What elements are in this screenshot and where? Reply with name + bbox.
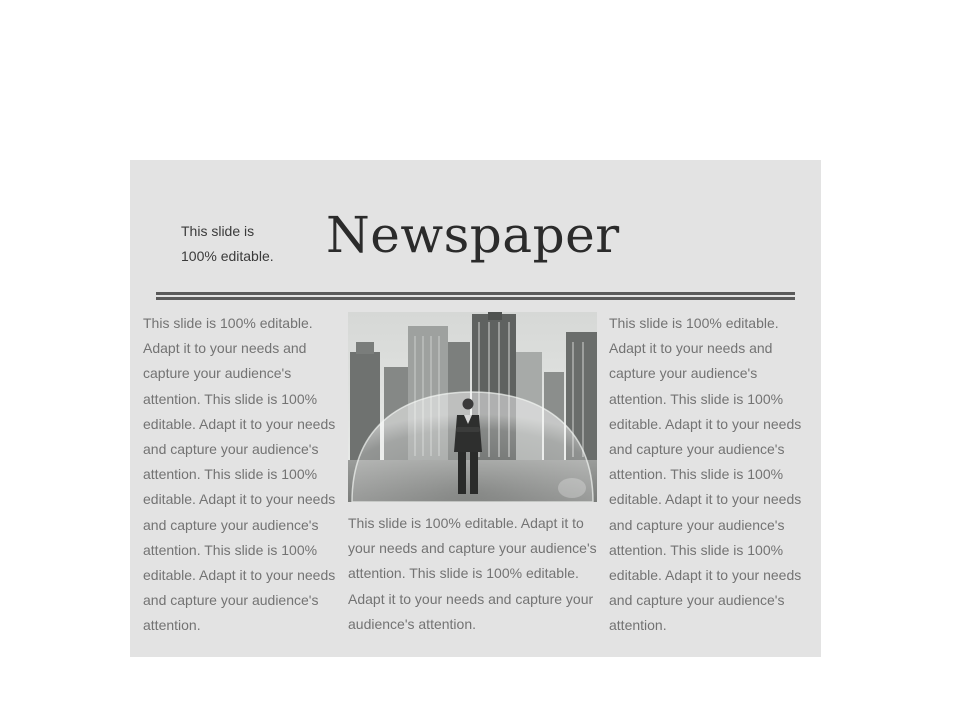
masthead-rule-bottom	[156, 297, 795, 300]
editable-note: This slide is 100% editable.	[181, 223, 274, 264]
masthead-rule-top	[156, 292, 795, 295]
right-column-text: This slide is 100% editable. Adapt it to your needs and capture your audience's attention. This slide is 100% editable. Adapt it to your needs and capture your audience's attention. This slide is 100% editable. Adapt it to your needs and capture your audience's attention. This slide is 100% editable. Adapt it to your needs and capture your audience's attention.	[609, 315, 802, 634]
left-column-text: This slide is 100% editable. Adapt it to your needs and capture your audience's attention. This slide is 100% editable. Adapt it to your needs and capture your audience's attention. This slide is 100% editable. Adapt it to your needs and capture your audience's attention. This slide is 100% editable. Adapt it to your needs and capture your audience's attention.	[143, 315, 336, 634]
businessman-dome-photo	[348, 312, 597, 502]
page-title: Newspaper	[326, 206, 620, 264]
middle-column-text: This slide is 100% editable. Adapt it to your needs and capture your audience's attention. This slide is 100% editable. Adapt it to your needs and capture your audience's attention.	[348, 515, 597, 632]
